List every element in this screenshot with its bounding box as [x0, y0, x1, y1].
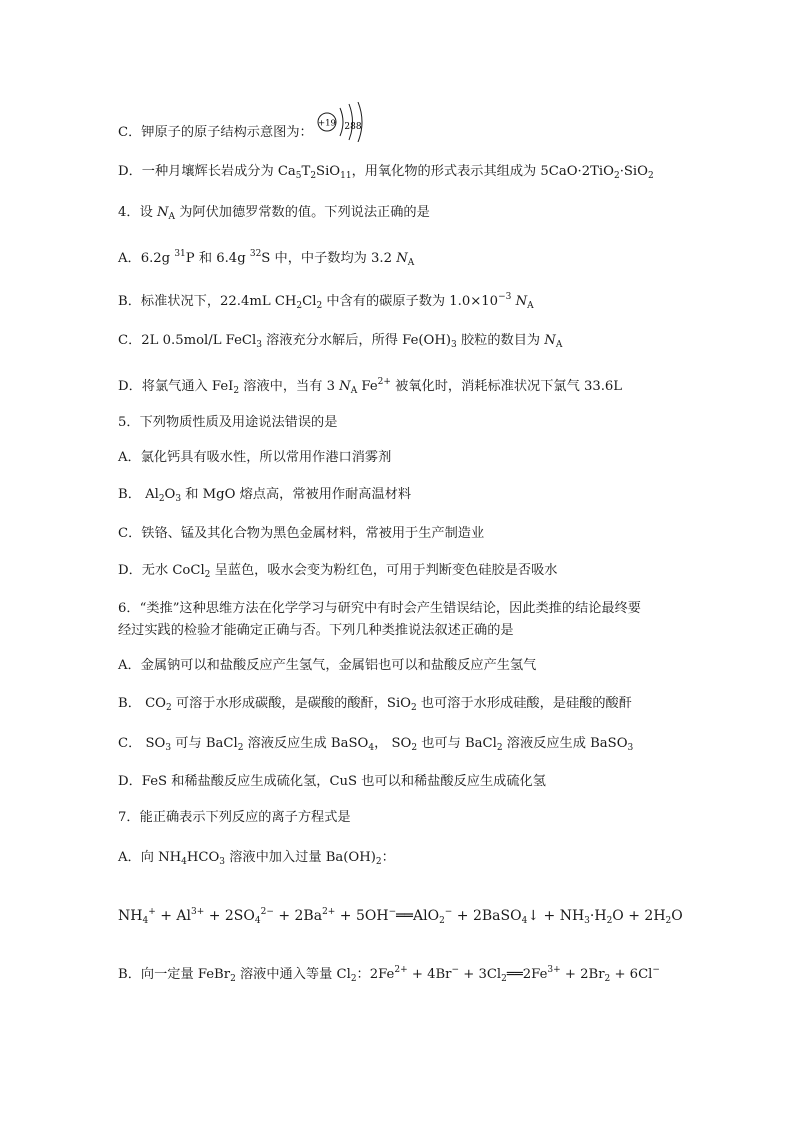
- option-3c: [118, 118, 375, 143]
- text-fragment: 溶液中加入过量 Ba(OH): [225, 850, 376, 865]
- text-fragment: 3: [219, 857, 226, 867]
- text-fragment: 4: [181, 857, 187, 867]
- text-fragment: 2: [158, 494, 165, 504]
- text-fragment: A．金属钠可以和盐酸反应产生氢气，金属铝也可以和盐酸反应产生氢气: [118, 658, 537, 673]
- text-fragment: 溶液中通入等量 Cl: [235, 967, 351, 982]
- text-fragment: 2+: [394, 965, 408, 975]
- nucleus-label: +19: [317, 118, 336, 128]
- text-fragment: A．氯化钙具有吸水性，所以常用作港口消雾剂: [118, 450, 392, 465]
- text-fragment: C．2L 0.5mol/L FeCl: [118, 333, 257, 348]
- text-fragment: 溶液反应生成 BaSO: [243, 736, 369, 751]
- text-fragment: O: [164, 487, 176, 502]
- text-fragment: D．FeS 和稀盐酸反应生成硫化氢，CuS 也可以和稀盐酸反应生成硫化氢: [118, 774, 546, 789]
- text-fragment: 为阿伏加德罗常数的值。下列说法正确的是: [175, 205, 430, 220]
- option-4b: [118, 287, 534, 316]
- text-fragment: ══AlO: [396, 908, 440, 924]
- text-fragment: 胶粒的数目为: [456, 333, 545, 348]
- text-fragment: 2+: [377, 377, 391, 387]
- text-fragment: 溶液充分水解后，所得 Fe(OH): [261, 333, 452, 348]
- text-fragment: 3+: [190, 907, 205, 917]
- text-fragment: 3: [256, 340, 262, 350]
- text-fragment: 3: [165, 743, 172, 753]
- text-fragment: 3: [451, 340, 457, 350]
- text-fragment: ·SiO: [619, 164, 648, 179]
- text-fragment: 可溶于水形成碳酸，是碳酸的酸酐，SiO: [171, 696, 411, 711]
- equation-7a: [118, 902, 683, 931]
- option-5a: [118, 448, 391, 468]
- text-fragment: ，用氧化物的形式表示其组成为 5CaO·2TiO: [351, 164, 614, 179]
- text-fragment: C．铁铬、锰及其化合物为黑色金属材料，常被用于生产制造业: [118, 526, 485, 541]
- text-fragment: + 6Cl: [610, 967, 653, 982]
- text-fragment: 和 MgO 熔点高，常被用作耐高温材料: [181, 487, 412, 502]
- text-fragment: 2: [237, 743, 244, 753]
- text-fragment: 溶液反应生成 BaSO: [502, 736, 628, 751]
- text-fragment: 11: [340, 171, 352, 181]
- text-fragment: B． CO: [118, 696, 166, 711]
- text-fragment: + 3Cl: [459, 967, 502, 982]
- text-fragment: 2: [613, 171, 620, 181]
- text-fragment: A: [527, 301, 534, 311]
- text-fragment: −: [388, 907, 397, 917]
- text-fragment: B．向一定量 FeBr: [118, 967, 231, 982]
- text-fragment: NH: [118, 908, 143, 924]
- text-fragment: 4: [142, 916, 149, 926]
- option-6a: [118, 656, 536, 676]
- text-fragment: 3: [175, 494, 182, 504]
- text-fragment: 2: [604, 974, 611, 984]
- text-fragment: A: [350, 386, 358, 396]
- question-7: [118, 808, 351, 828]
- text-fragment: N: [515, 294, 528, 309]
- option-4a: [118, 244, 414, 273]
- text-fragment: D．一种月壤辉长岩成分为 Ca: [118, 164, 296, 179]
- text-fragment: 2: [233, 386, 240, 396]
- text-fragment: 2: [204, 570, 211, 580]
- text-fragment: 2: [230, 974, 236, 984]
- text-fragment: D．将氯气通入 FeI: [118, 379, 234, 394]
- option-5b: [118, 485, 411, 509]
- text-fragment: 2: [496, 743, 503, 753]
- text-fragment: −: [451, 965, 460, 975]
- text-fragment: 也可溶于水形成硅酸，是硅酸的酸酐: [416, 696, 632, 711]
- text-fragment: D．无水 CoCl: [118, 563, 205, 578]
- text-fragment: ·H: [589, 908, 607, 924]
- option-4c: [118, 331, 562, 355]
- text-fragment: 2: [665, 916, 672, 926]
- option-7a: [118, 848, 395, 872]
- text-fragment: +: [148, 907, 156, 917]
- option-5c: [118, 524, 484, 544]
- text-fragment: C． SO: [118, 736, 166, 751]
- text-fragment: −: [652, 965, 660, 975]
- text-fragment: 2: [606, 916, 613, 926]
- text-fragment: 中含有的碳原子数为 1.0×10: [322, 294, 499, 309]
- text-fragment: 2: [165, 703, 172, 713]
- text-fragment: A．6.2g: [118, 251, 175, 266]
- text-fragment: 3: [584, 916, 590, 926]
- option-5d: [118, 561, 557, 585]
- text-fragment: N: [544, 333, 556, 348]
- text-fragment: ：: [381, 850, 395, 865]
- text-fragment: 3+: [547, 965, 561, 975]
- text-fragment: ↓ + NH: [527, 908, 585, 924]
- question-4: [118, 203, 430, 227]
- text-fragment: 可与 BaCl: [171, 736, 238, 751]
- text-fragment: + 5OH: [335, 908, 389, 924]
- text-fragment: 6．“类推”这种思维方法在化学学习与研究中有时会产生错误结论，因此类推的结论最终要: [118, 601, 641, 616]
- text-fragment: 4: [521, 916, 528, 926]
- text-fragment: 呈蓝色，吸水会变为粉红色，可用于判断变色硅胶是否吸水: [210, 563, 558, 578]
- option-text: C．钾原子的原子结构示意图为：: [118, 125, 313, 140]
- text-fragment: 经过实践的检验才能确定正确与否。下列几种类推说法叙述正确的是: [118, 623, 514, 638]
- text-fragment: ， SO: [374, 736, 412, 751]
- atom-structure-diagram: [317, 102, 375, 142]
- text-fragment: S 中，中子数均为 3.2: [261, 251, 397, 266]
- text-fragment: 2−: [260, 907, 274, 917]
- text-fragment: A: [168, 212, 176, 222]
- text-fragment: 2: [410, 703, 417, 713]
- text-fragment: 2: [350, 974, 357, 984]
- text-fragment: 也可与 BaCl: [417, 736, 497, 751]
- question-6-line-1: [118, 599, 641, 619]
- text-fragment: 5: [295, 171, 302, 181]
- text-fragment: 32: [249, 249, 262, 259]
- text-fragment: 2: [501, 974, 507, 984]
- text-fragment: 2: [316, 301, 323, 311]
- option-6d: [118, 772, 546, 792]
- option-3d: [118, 162, 654, 186]
- text-fragment: + 2BaSO: [452, 908, 522, 924]
- text-fragment: 7．能正确表示下列反应的离子方程式是: [118, 810, 351, 825]
- text-fragment: A: [555, 340, 563, 350]
- text-fragment: −3: [498, 292, 512, 302]
- text-fragment: N: [156, 205, 169, 220]
- text-fragment: ：2Fe: [356, 967, 395, 982]
- text-fragment: O: [671, 908, 683, 924]
- text-fragment: 2: [439, 916, 445, 926]
- text-fragment: + 4Br: [407, 967, 452, 982]
- text-fragment: B．标准状况下，22.4mL CH: [118, 294, 297, 309]
- text-fragment: 2: [411, 743, 418, 753]
- text-fragment: N: [396, 251, 408, 266]
- text-fragment: ══2Fe: [506, 967, 548, 982]
- text-fragment: −: [444, 907, 453, 917]
- text-fragment: 2: [375, 857, 382, 867]
- text-fragment: P 和 6.4g: [185, 251, 250, 266]
- option-6c: [118, 734, 633, 758]
- text-fragment: N: [339, 379, 351, 394]
- text-fragment: 2: [296, 301, 303, 311]
- text-fragment: 2+: [322, 907, 336, 917]
- shell-electrons: 288: [344, 121, 362, 132]
- text-fragment: Fe: [357, 379, 378, 394]
- text-fragment: 4: [368, 743, 375, 753]
- text-fragment: 31: [174, 249, 186, 259]
- text-fragment: A．向 NH: [118, 850, 182, 865]
- text-fragment: 4: [254, 916, 261, 926]
- text-fragment: Cl: [302, 294, 317, 309]
- option-7b: [118, 960, 660, 989]
- text-fragment: SiO: [316, 164, 341, 179]
- option-6b: [118, 694, 632, 718]
- text-fragment: HCO: [186, 850, 220, 865]
- text-fragment: 4．设: [118, 205, 157, 220]
- text-fragment: B． Al: [118, 487, 159, 502]
- text-fragment: 溶液中，当有 3: [239, 379, 340, 394]
- option-4d: [118, 372, 622, 401]
- text-fragment: 2: [310, 171, 317, 181]
- text-fragment: T: [301, 164, 311, 179]
- text-fragment: 3: [627, 743, 634, 753]
- text-fragment: 2: [647, 171, 654, 181]
- text-fragment: O + 2H: [612, 908, 666, 924]
- text-fragment: + 2Ba: [273, 908, 323, 924]
- text-fragment: A: [407, 258, 415, 268]
- text-fragment: + Al: [155, 908, 191, 924]
- question-5: [118, 413, 337, 433]
- text-fragment: 被氧化时，消耗标准状况下氯气 33.6L: [390, 379, 623, 394]
- text-fragment: + 2Br: [560, 967, 605, 982]
- text-fragment: + 2SO: [204, 908, 255, 924]
- question-6-line-2: [118, 621, 514, 641]
- text-fragment: 5．下列物质性质及用途说法错误的是: [118, 415, 338, 430]
